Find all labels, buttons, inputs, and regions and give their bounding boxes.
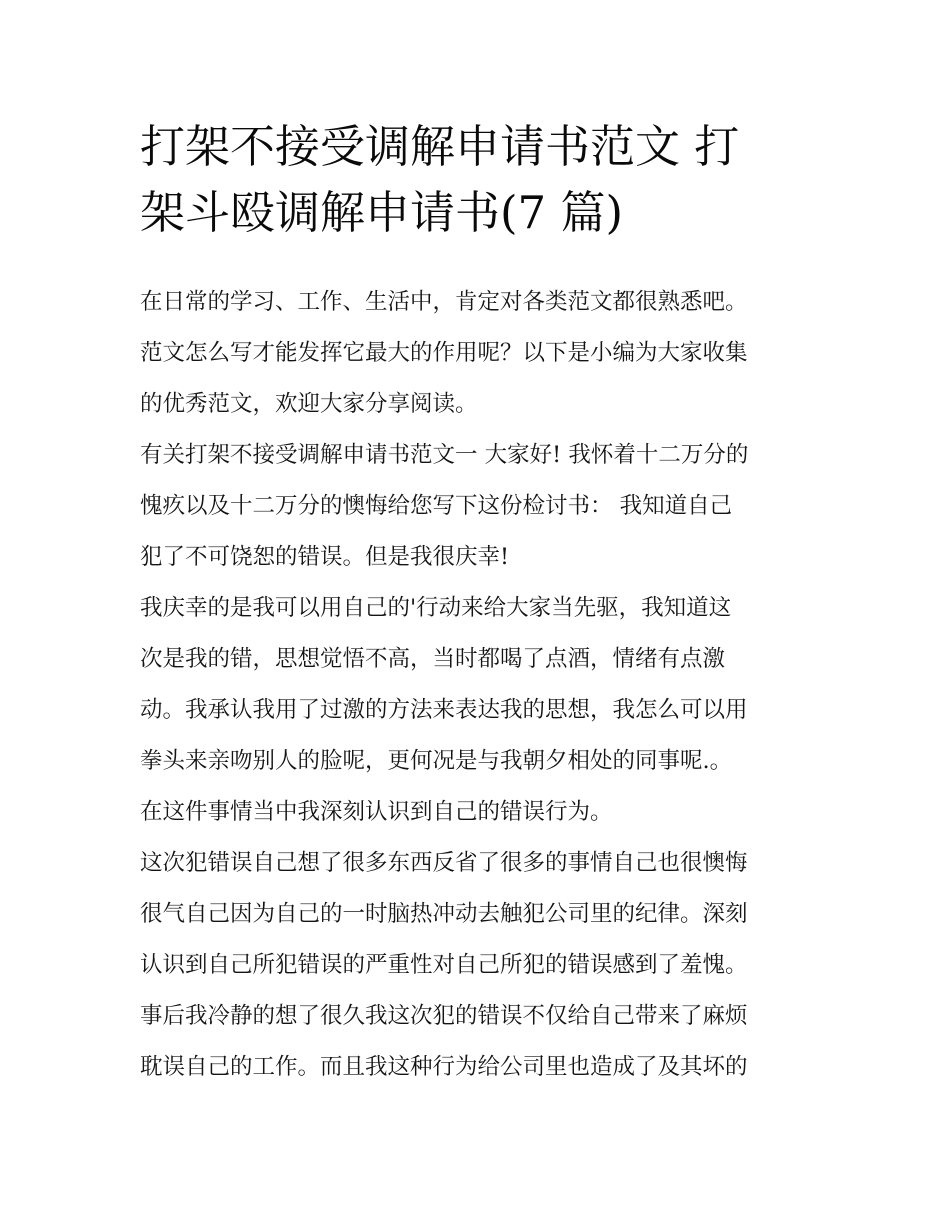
document-body [140, 277, 830, 1093]
body-line: 事后我冷静的想了很久我这次犯的错误不仅给自己带来了麻烦 [140, 1003, 748, 1029]
title-line-2: 架斗殴调解申请书(7 篇) [140, 186, 624, 239]
body-line: 范文怎么写才能发挥它最大的作用呢？以下是小编为大家收集 [140, 340, 748, 366]
body-line: 愧疚以及十二万分的懊悔给您写下这份检讨书： 我知道自己 [140, 493, 733, 519]
body-line: 认识到自己所犯错误的严重性对自己所犯的错误感到了羞愧。 [140, 952, 748, 978]
body-line: 很气自己因为自己的一时脑热冲动去触犯公司里的纪律。深刻 [140, 901, 748, 927]
body-line: 次是我的错，思想觉悟不高，当时都喝了点酒，情绪有点激 [140, 646, 726, 672]
body-line: 动。我承认我用了过激的方法来表达我的思想，我怎么可以用 [140, 697, 748, 723]
document-title [140, 114, 820, 246]
body-line: 有关打架不接受调解申请书范文一 大家好! 我怀着十二万分的 [140, 442, 749, 468]
body-line: 在日常的学习、工作、生活中，肯定对各类范文都很熟悉吧。 [140, 289, 748, 315]
body-line: 在这件事情当中我深刻认识到自己的错误行为。 [140, 799, 613, 825]
title-line-1: 打架不接受调解申请书范文 打 [140, 120, 740, 173]
body-line: 耽误自己的工作。而且我这种行为给公司里也造成了及其坏的 [140, 1054, 748, 1080]
body-line: 犯了不可饶恕的错误。但是我很庆幸! [140, 544, 510, 570]
body-line: 拳头来亲吻别人的脸呢，更何况是与我朝夕相处的同事呢.。 [140, 748, 733, 774]
body-line: 的优秀范文，欢迎大家分享阅读。 [140, 391, 478, 417]
body-line: 这次犯错误自己想了很多东西反省了很多的事情自己也很懊悔 [140, 850, 748, 876]
body-line: 我庆幸的是我可以用自己的'行动来给大家当先驱，我知道这 [140, 595, 732, 621]
